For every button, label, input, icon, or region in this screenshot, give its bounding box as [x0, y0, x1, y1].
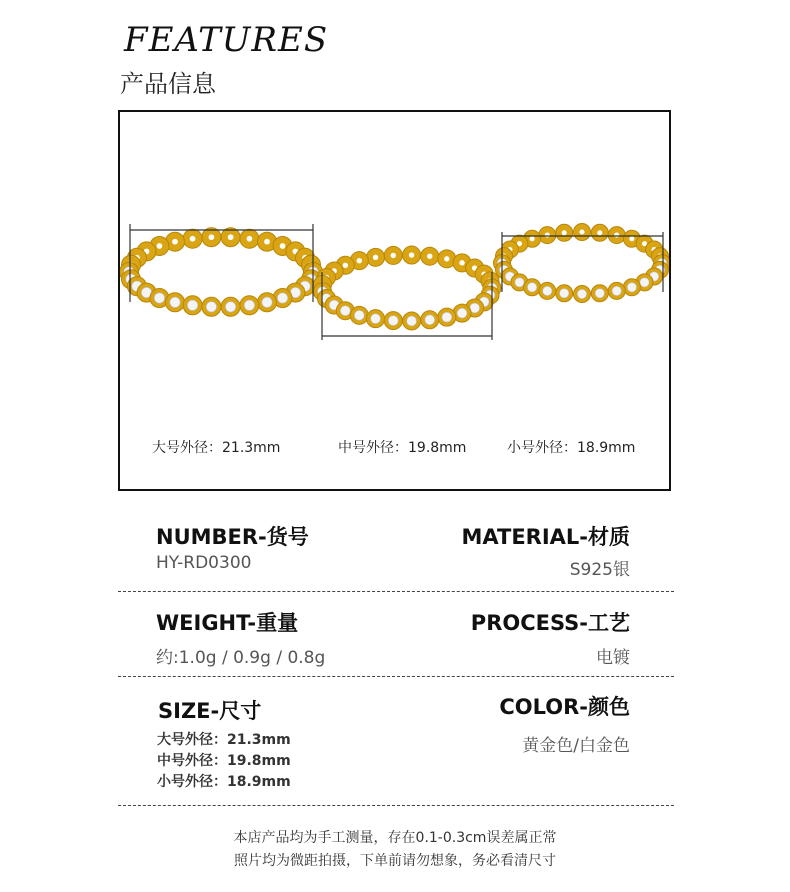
ring-bead-hole — [409, 252, 414, 257]
ring-stone — [187, 300, 197, 310]
ring-stone — [543, 286, 552, 295]
ring-bead-hole — [444, 256, 449, 261]
color-value: 黄金色/白金色 — [522, 736, 630, 756]
divider — [118, 591, 674, 592]
ring-stone — [225, 302, 235, 312]
ring-stone — [560, 289, 569, 298]
ring-bead-hole — [190, 236, 196, 242]
ring-bead-hole — [247, 236, 253, 242]
ring-bead-hole — [209, 234, 215, 240]
ring-stone — [388, 316, 398, 326]
rings-illustration — [120, 112, 669, 489]
ring-bead-hole — [391, 253, 396, 258]
product-photo — [118, 110, 671, 491]
ring-bead-hole — [530, 236, 535, 241]
material-value: S925银 — [569, 560, 630, 580]
ring-stone — [407, 316, 417, 326]
ring-bead-hole — [427, 254, 432, 259]
ring-bead-hole — [373, 255, 378, 260]
ring-bead-hole — [172, 239, 178, 245]
ring-stone — [612, 286, 621, 295]
ring-bead-hole — [597, 230, 602, 235]
features-heading: FEATURES — [124, 20, 329, 60]
ring-bead-hole — [157, 243, 163, 249]
product-info-heading: 产品信息 — [120, 70, 216, 98]
ring-stone — [595, 289, 604, 298]
medium-ring-label: 中号外径：19.8mm — [338, 440, 467, 456]
ring-bead-hole — [357, 258, 362, 263]
ring-stone — [340, 306, 350, 316]
ring-bead-hole — [614, 233, 619, 238]
size-large-value: 大号外径：21.3mm — [157, 732, 291, 748]
ring-bead-hole — [228, 234, 234, 240]
ring-stone — [627, 283, 636, 292]
size-title: SIZE-尺寸 — [158, 699, 262, 723]
color-title: COLOR-颜色 — [499, 695, 630, 719]
weight-title: WEIGHT-重量 — [156, 611, 299, 635]
ring-stone — [442, 312, 452, 322]
ring-bead-hole — [343, 263, 348, 268]
ring-stone — [527, 283, 536, 292]
ring-stone — [354, 310, 364, 320]
ring-stone — [515, 278, 524, 287]
ring-bead-hole — [562, 230, 567, 235]
ring-stone — [277, 293, 287, 303]
ring-stone — [425, 315, 435, 325]
divider — [118, 805, 674, 806]
process-value: 电镀 — [596, 648, 630, 668]
footer-note-1: 本店产品均为手工测量，存在0.1-0.3cm误差属正常 — [233, 830, 557, 846]
footer-note-2: 照片均为微距拍摄，下单前请勿想象，务必看清尺寸 — [234, 853, 556, 869]
ring-bead-hole — [264, 239, 270, 245]
number-title: NUMBER-货号 — [156, 525, 309, 549]
ring-bead-hole — [280, 243, 286, 249]
ring-stone — [170, 297, 180, 307]
ring-stone — [244, 300, 254, 310]
process-title: PROCESS-工艺 — [470, 611, 630, 635]
ring-bead-hole — [579, 229, 584, 234]
ring-bead-hole — [629, 236, 634, 241]
size-small-value: 小号外径：18.9mm — [157, 774, 291, 790]
large-ring-label: 大号外径：21.3mm — [152, 440, 281, 456]
ring-stone — [262, 297, 272, 307]
ring-stone — [577, 289, 586, 298]
weight-value: 约:1.0g / 0.9g / 0.8g — [156, 648, 326, 668]
material-title: MATERIAL-材质 — [461, 525, 630, 549]
ring-stone — [371, 314, 381, 324]
ring-stone — [154, 293, 164, 303]
ring-stone — [457, 308, 467, 318]
ring-bead-hole — [459, 260, 464, 265]
ring-stone — [640, 278, 649, 287]
ring-stone — [206, 302, 216, 312]
number-value: HY-RD0300 — [156, 553, 252, 573]
small-ring-label: 小号外径：18.9mm — [507, 440, 636, 456]
ring-bead-hole — [545, 233, 550, 238]
size-medium-value: 中号外径：19.8mm — [157, 753, 291, 769]
divider — [118, 676, 674, 677]
